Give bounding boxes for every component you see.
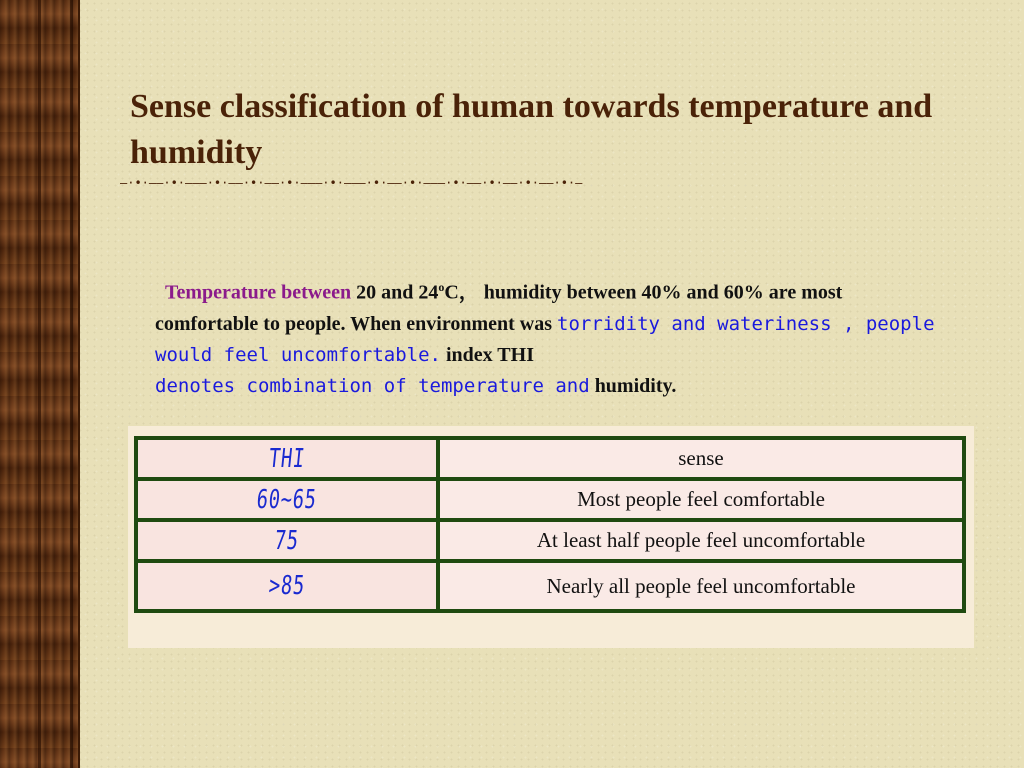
sense-cell: Most people feel comfortable bbox=[438, 479, 964, 520]
thi-cell bbox=[136, 479, 438, 520]
table-row bbox=[136, 520, 964, 561]
sense-cell: At least half people feel uncomfortable bbox=[438, 520, 964, 561]
lead-text: Temperature between bbox=[165, 281, 352, 304]
sense-cell: Nearly all people feel uncomfortable bbox=[438, 561, 964, 611]
wood-border bbox=[0, 0, 80, 768]
header-thi-cell bbox=[136, 438, 438, 479]
table-header-row bbox=[136, 438, 964, 479]
degree-sup: o bbox=[438, 280, 445, 294]
header-sense-cell: sense bbox=[438, 438, 964, 479]
mono-text-1: torridity and wateriness , people would feel uncomfortable. bbox=[155, 312, 935, 366]
text-part-1: 20 and 24 bbox=[351, 281, 439, 304]
thi-table bbox=[134, 436, 966, 613]
title-divider: —·•·——·•·———·•·——·•·——·•·———·•·———·•·——·•·———·•·——·•·——·•·——·•·— bbox=[120, 176, 583, 190]
text-part-2: C， humidity between 40% and 60% are most comfortable to people. When environment was bbox=[155, 281, 843, 335]
thi-value: >85 bbox=[267, 571, 307, 601]
thi-value: 75 bbox=[273, 525, 301, 556]
thi-cell bbox=[136, 561, 438, 611]
header-thi: THI bbox=[267, 443, 307, 474]
text-part-3: index THI bbox=[440, 343, 534, 366]
slide-title: Sense classification of human towards temperature and humidity bbox=[130, 88, 933, 171]
wood-groove bbox=[38, 0, 41, 768]
table-row bbox=[136, 561, 964, 611]
body-paragraph bbox=[155, 272, 945, 402]
thi-cell bbox=[136, 520, 438, 561]
thi-table-container bbox=[128, 426, 974, 648]
wood-groove bbox=[70, 0, 73, 768]
table-row bbox=[136, 479, 964, 520]
thi-value: 60~65 bbox=[255, 484, 319, 515]
mono-text-2: denotes combination of temperature and bbox=[155, 374, 590, 397]
text-part-4: humidity. bbox=[589, 374, 677, 397]
